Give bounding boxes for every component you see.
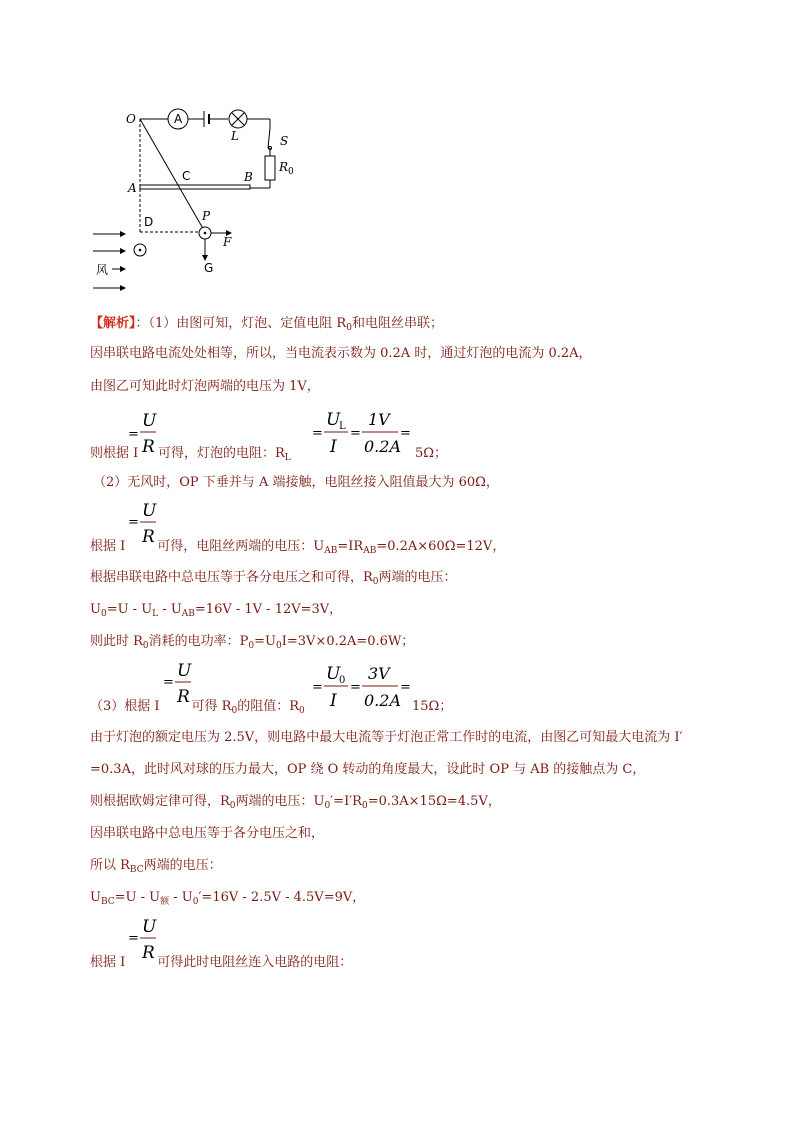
circuit-diagram [88,100,308,295]
analysis-line-4: 则根据 I [90,446,139,461]
svg-text:U: U [177,661,192,681]
analysis-line-11: 由于灯泡的额定电压为 2.5V，则电路中最大电流等于灯泡正常工作时的电流，由图乙可知最大电流为 I′ [90,730,683,745]
switch-label: S [280,134,289,148]
wind-arrows [93,231,126,291]
point-a-label: A [128,181,137,195]
fraction-rl-calc [312,405,422,465]
svg-text:=: = [312,680,323,695]
svg-text:=: = [400,426,411,441]
analysis-line-9: 则此时 $R_0$消耗的电功率：$P_0=U_0I=3V\times 0.2A=0.6W$； [90,634,415,651]
switch-symbol [268,128,270,148]
point-c-label: C [182,169,191,183]
point-p-label: P [202,209,211,223]
svg-text:=: = [163,675,174,690]
resistor-r0-symbol [265,156,275,180]
analysis-line-4-mid: 可得，灯泡的电阻：$R_L$ [158,446,291,463]
point-o-label: O [126,112,136,126]
wind-label: 风 [96,263,109,277]
svg-text:0: 0 [339,675,346,686]
analysis-line-3: 由图乙可知此时灯泡两端的电压为 1V， [90,379,320,394]
analysis-line-1: 【解析】：（1）由图可知，灯泡、定值电阻 $R_0$和电阻丝串联； [90,316,443,333]
svg-text:1V: 1V [368,410,390,429]
analysis-line-2: 因串联电路电流处处相等，所以，当电流表示数为 0.2A 时，通过灯泡的电流为 0.2A， [90,346,592,361]
svg-text:=: = [128,931,139,946]
svg-text:I: I [330,691,337,711]
analysis-line-10: （3）根据 I 可得 $R_0$的阻值：$R_0$ [90,699,305,716]
svg-text:U: U [142,917,157,937]
analysis-line-10-tail: 15Ω； [412,699,453,714]
svg-text:=: = [312,426,323,441]
svg-text:0.2A: 0.2A [364,437,401,456]
analysis-line-8: $U_0=U - U_L - U_{AB}=16V - 1V - 12V=3V$， [90,602,343,619]
analysis-line-14: 因串联电路中总电压等于各分电压之和， [90,826,325,841]
svg-text:=: = [400,680,411,695]
svg-text:=: = [350,680,361,695]
analysis-line-12: =0.3A，此时风对球的压力最大，OP 绕 O 转动的角度最大，设此时 OP 与 AB 的接触点为 C， [90,762,646,777]
analysis-line-15: 所以 $R_{BC}$两端的电压： [90,858,222,875]
gravity-g-label: G [204,261,214,275]
svg-text:U: U [326,664,341,684]
analysis-line-13: 则根据欧姆定律可得，$R_0$两端的电压：$U_0'=I'R_0=0.3A\times 15\Omega=4.5V$， [90,794,501,811]
ammeter-label: A [174,112,183,126]
svg-text:U: U [142,501,157,521]
svg-text:R: R [142,437,155,457]
svg-text:L: L [339,421,346,432]
point-d-label: D [144,215,154,229]
svg-text:U: U [142,411,157,431]
fraction-r0-calc [312,659,422,719]
svg-text:=: = [128,427,139,442]
resistance-wire-ab [140,185,250,189]
analysis-line-7: 根据串联电路中总电压等于各分电压之和可得，$R_0$两端的电压： [90,570,457,587]
analysis-line-4-tail: 5Ω； [415,446,448,461]
svg-text:3V: 3V [368,664,390,683]
analysis-tag: 【解析】 [90,316,136,331]
svg-text:R: R [142,943,155,963]
svg-text:=: = [128,515,139,530]
svg-text:R: R [177,687,190,707]
svg-text:=: = [350,426,361,441]
lamp-label: L [231,129,239,143]
svg-text:U: U [326,410,341,430]
analysis-line-16: $U_{BC}=U - U_额 - U_0'=16V - 2.5V - 4.5V=9V$， [90,890,366,907]
force-f-label: F [223,235,232,249]
analysis-line-5: （2）无风时，OP 下垂并与 A 端接触，电阻丝接入阻值最大为 60Ω， [93,475,499,490]
analysis-line-17: 根据 I 可得此时电阻丝连入电路的电阻： [90,955,353,970]
resistor-r0-label: $R_0$ [279,160,294,177]
svg-text:R: R [142,527,155,547]
svg-text:0.2A: 0.2A [364,691,401,710]
analysis-line-6: 根据 I 可得，电阻丝两端的电压：$U_{AB}=IR_{AB}=0.2A\times 60\Omega=12V$， [90,539,506,556]
svg-text:I: I [330,437,337,457]
point-b-label: B [244,170,253,184]
